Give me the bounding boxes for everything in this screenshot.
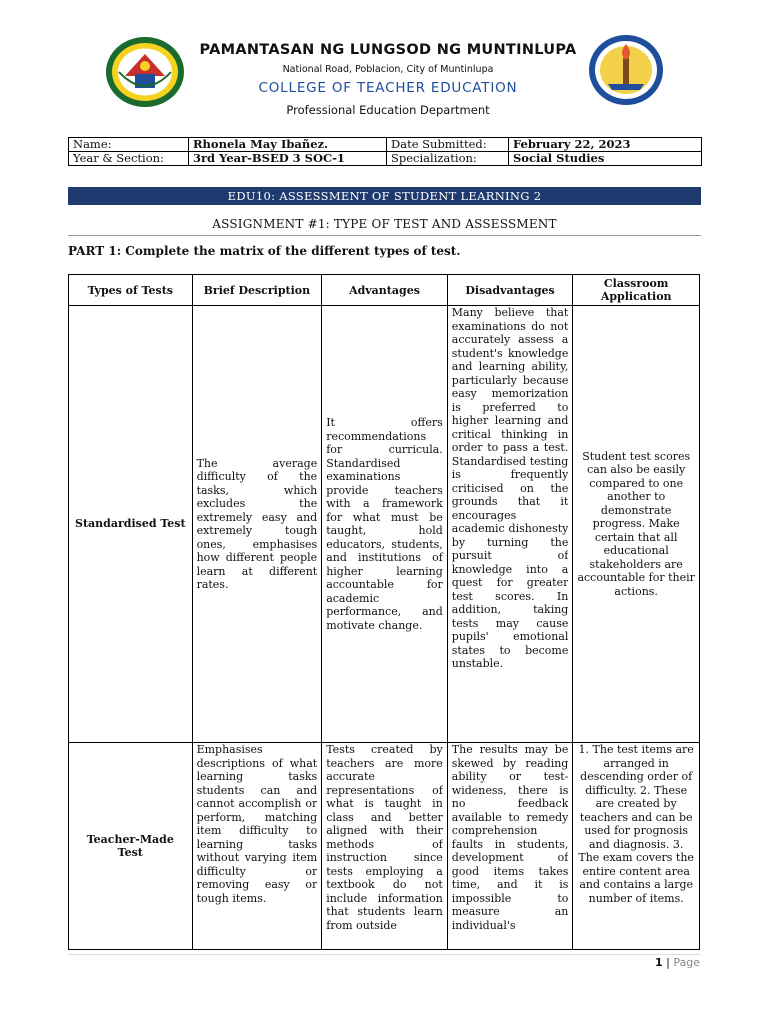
student-info-table [68,137,702,166]
disadvantages-cell [447,743,573,950]
letterhead [0,0,768,130]
info-row [69,138,702,152]
year-section-label: Year & Section: [69,152,189,166]
description-cell [192,743,322,950]
university-name: PAMANTASAN NG LUNGSOD NG MUNTINLUPA [199,42,577,58]
page-separator: | [666,956,670,969]
disadvantages-cell [447,306,573,743]
matrix-row-teacher-made [69,743,700,950]
college-seal-icon [588,34,664,106]
part-text: : Complete the matrix of the different types of test. [116,244,461,258]
test-types-matrix [68,274,700,950]
page-footer [655,956,700,969]
assignment-title: ASSIGNMENT #1: TYPE OF TEST AND ASSESSMENT [212,217,557,231]
info-row [69,152,702,166]
type-cell: Teacher-Made Test [69,743,193,950]
date-label: Date Submitted: [387,138,509,152]
disadvantages-text: Many believe that examinations do not accurately assess a student's knowledge and learning ability, particularly because easy memorization is preferred to higher learning and critical thinking in order to pass a test. Standardised testing is frequently criticised on the grounds that it encourages academic dishonesty by turning the pursuit of knowledge into a quest for greater test scores. In addition, taking tests may cause pupils' emotional states to become unstable. [451,306,569,670]
university-address: National Road, Poblacion, City of Muntinlupa [282,64,494,75]
header-types: Types of Tests [69,275,193,306]
name-label: Name: [69,138,189,152]
page-number: 1 [654,956,663,969]
description-cell: The average difficulty of the tasks, which excludes the extremely easy and extremely tough ones, emphasises how different people learn at different rates. [192,306,322,743]
matrix-row-standardised [69,306,700,743]
header-application: Classroom Application [573,275,700,306]
advantages-text: Tests created by teachers are more accurate representations of what is taught in class and better aligned with their methods of instruction since tests employing a textbook do not include information that students learn from outside [326,743,443,932]
specialization-label: Specialization: [387,152,509,166]
advantages-cell: It offers recommendations for curricula. Standardised examinations provide teachers with a framework for what must be taught, hold educators, students, and institutions of higher learning accountable for academic performance, and motivate change. [322,306,448,743]
description-text: Emphasises descriptions of what learning tasks students can and cannot accomplish or perform, matching item difficulty to learning tasks without varying item difficulty or removing easy or tough items. [196,743,318,905]
course-title-bar: EDU10: ASSESSMENT OF STUDENT LEARNING 2 [68,187,701,205]
application-cell: Student test scores can also be easily compared to one another to demonstrate progress. Make certain that all educational stakeholders are accountable for their actions. [573,306,700,743]
header-disadvantages: Disadvantages [447,275,573,306]
part-label: PART 1 [68,244,117,258]
matrix-header-row [69,275,700,306]
footer-divider [68,954,701,955]
specialization-value: Social Studies [509,152,702,166]
disadvantages-text: The results may be skewed by reading ability or test-wideness, there is no feedback available to remedy comprehension faults in students, development of good items takes time, and it is impossible to measure an individual's [451,743,569,932]
title-divider [68,235,701,236]
name-value: Rhonela May Ibañez. [189,138,387,152]
header-description: Brief Description [192,275,322,306]
part-instruction [68,244,701,258]
college-name: COLLEGE OF TEACHER EDUCATION [258,80,518,96]
year-section-value: 3rd Year-BSED 3 SOC-1 [189,152,387,166]
department-name: Professional Education Department [286,103,490,117]
date-value: February 22, 2023 [509,138,702,152]
type-cell: Standardised Test [69,306,193,743]
header-advantages: Advantages [322,275,448,306]
advantages-cell [322,743,448,950]
application-cell [573,743,700,950]
university-seal-icon [105,36,185,108]
page-label: Page [673,956,700,969]
application-text: 1. The test items are arranged in descending order of difficulty. 2. These are created by teachers and can be used for prognosis and diagnosis. 3. The exam covers the entire content area and contains a large number of items. [578,743,694,905]
